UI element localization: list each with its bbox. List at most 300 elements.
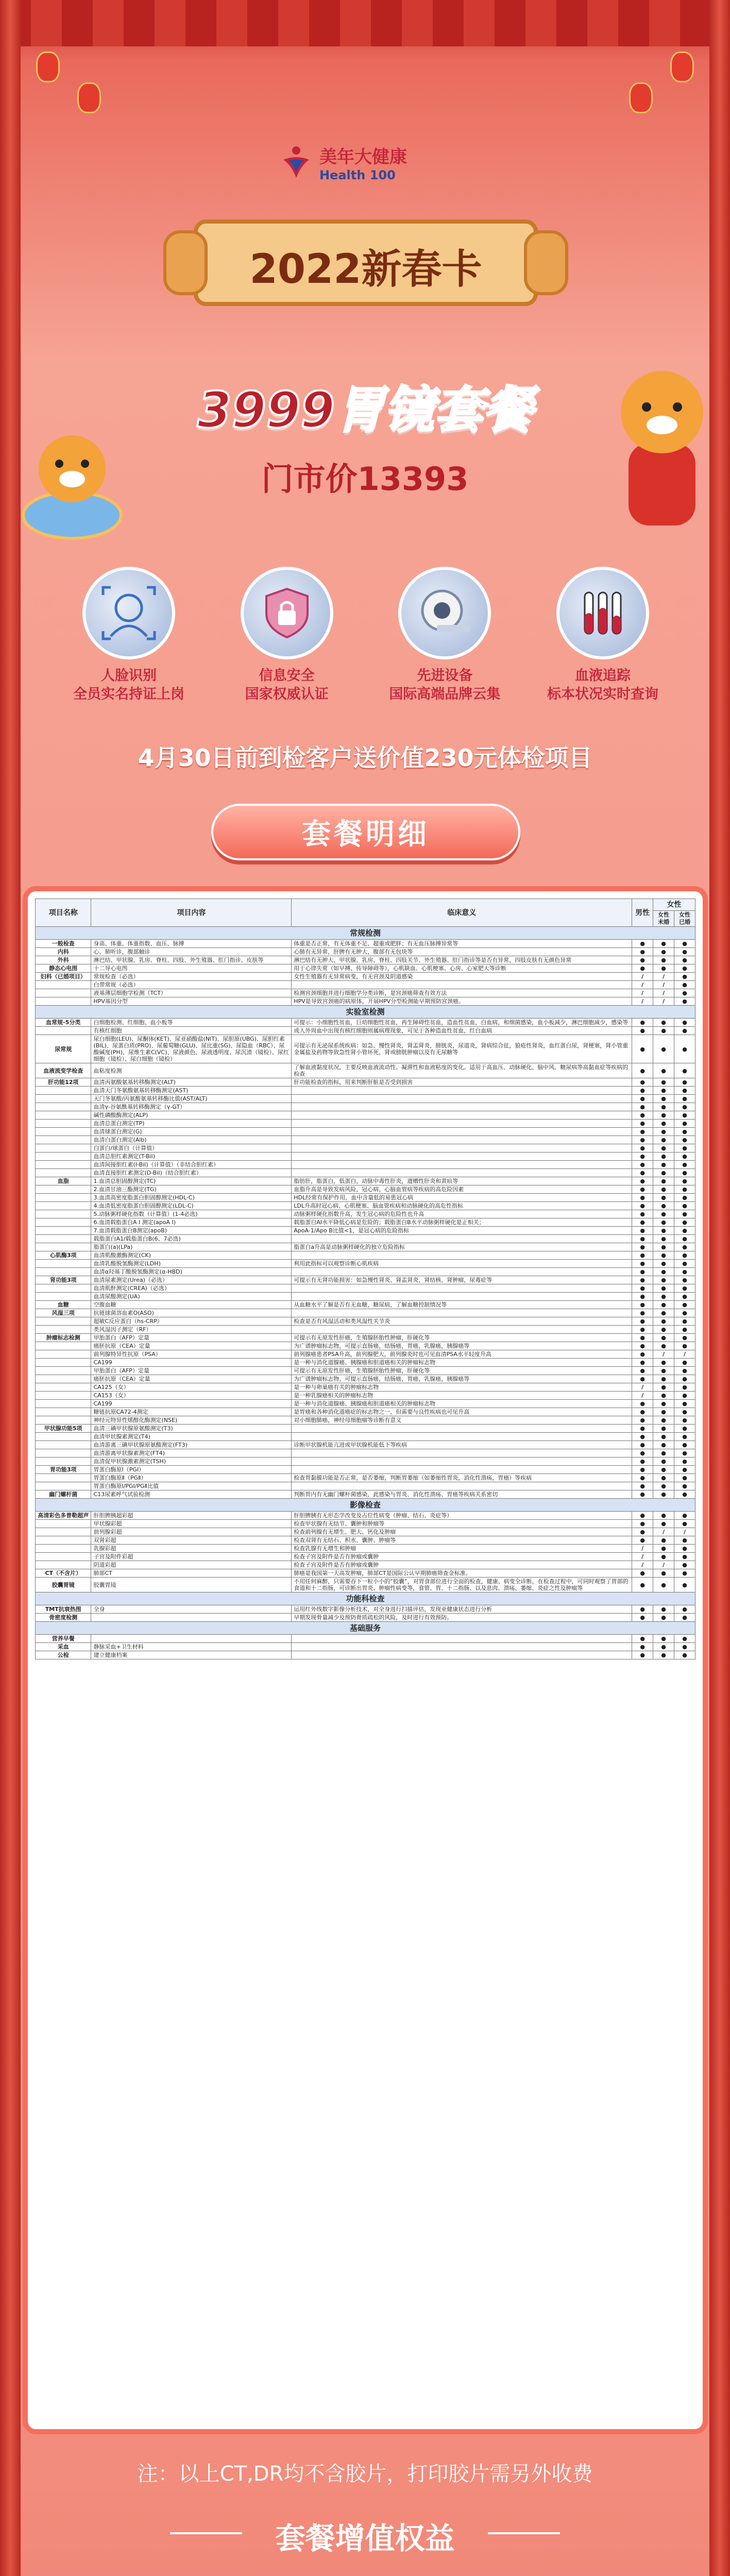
table-cell-item-name [36, 1120, 91, 1128]
package-table-card [23, 886, 708, 2434]
table-cell-mark: ● [653, 1235, 674, 1243]
brand-name-en: Health 100 [319, 167, 396, 182]
table-cell-clinical-meaning: 肺癌是我国第一大高发肿瘤，肺部CT是国际公认早期肺癌筛查金标准。 [292, 1569, 632, 1578]
lantern-decoration [36, 52, 60, 82]
table-row [36, 1553, 695, 1561]
table-cell-mark: ● [632, 1301, 653, 1309]
table-cell-item-content: 十二导心电图 [91, 964, 292, 973]
table-row [36, 1019, 695, 1027]
table-cell-clinical-meaning: 成人外周血中出现有核红细胞则属病理现象，可见于各种造血性贫血，红白血病 [292, 1027, 632, 1035]
table-cell-clinical-meaning: 检测宫颈细胞并进行细胞学分类诊断，是宫颈癌筛查有效方法 [292, 989, 632, 997]
table-cell-item-content: 血清促甲状腺激素测定(TSH) [91, 1458, 292, 1466]
table-cell-clinical-meaning [292, 1651, 632, 1659]
table-cell-item-name [36, 989, 91, 997]
table-cell-mark: ● [632, 1614, 653, 1622]
table-cell-clinical-meaning: 了解血液黏度状况，主要反映血液流动性、凝滞性和血液粘度的变化。适用于高血压、动脉硬化、脑中风、糖尿病等高黏血症等疾病的检查 [292, 1063, 632, 1078]
table-cell-item-content: 血清总胆红素测定(T-Bil) [91, 1153, 292, 1161]
table-cell-item-name [36, 1359, 91, 1367]
table-cell-mark: ● [674, 1553, 695, 1561]
table-cell-item-name: 血脂 [36, 1177, 91, 1185]
feature-title: 先进设备 [417, 668, 473, 684]
table-cell-mark: ● [653, 1520, 674, 1528]
table-cell-mark: ● [632, 956, 653, 964]
table-row [36, 940, 695, 948]
table-cell-mark: ● [653, 1128, 674, 1136]
table-cell-item-content: 5.动脉粥样硬化指数（计算值）(1-4必选) [91, 1210, 292, 1218]
table-cell-item-content: 前列腺特异性抗原（PSA） [91, 1350, 292, 1359]
table-cell-item-name [36, 1218, 91, 1227]
table-cell-clinical-meaning: 可提示有无原发性肝癌，生殖腺胚胎性肿瘤，肝硬化等 [292, 1334, 632, 1342]
table-category-label: 基础服务 [36, 1622, 695, 1635]
table-cell-mark: ● [674, 1441, 695, 1449]
table-cell-item-content: 7.血清载脂蛋白B测定(apoB) [91, 1227, 292, 1235]
table-cell-clinical-meaning: 判断胃内有无幽门螺杆菌感染，此感染与胃炎、消化性溃疡、胃癌等疾病关系密切 [292, 1490, 632, 1499]
table-cell-item-content: 血清间接胆红素(I-Bil)（计算值）（非结合胆红素） [91, 1161, 292, 1169]
table-cell-mark: / [632, 981, 653, 989]
table-row [36, 1293, 695, 1301]
table-cell-mark: ● [674, 1111, 695, 1120]
table-cell-item-name: 肾功能3项 [36, 1276, 91, 1284]
table-cell-item-content: 白蛋白/球蛋白（计算值） [91, 1144, 292, 1153]
table-cell-mark: / [632, 1392, 653, 1400]
table-row [36, 1284, 695, 1293]
table-cell-mark: ● [632, 1161, 653, 1169]
table-cell-item-content: 前列腺彩超 [91, 1528, 292, 1536]
table-cell-item-name [36, 1561, 91, 1569]
table-cell-clinical-meaning: 是一种乳腺癌相关的肿瘤标志物 [292, 1392, 632, 1400]
table-cell-mark: / [674, 1528, 695, 1536]
table-cell-mark: ● [674, 1317, 695, 1326]
table-row [36, 1276, 695, 1284]
table-cell-mark: ● [674, 1416, 695, 1425]
table-cell-mark: ● [632, 964, 653, 973]
table-cell-mark: ● [674, 1512, 695, 1520]
table-cell-mark: ● [674, 1120, 695, 1128]
table-category-label: 影像检查 [36, 1499, 695, 1512]
table-cell-mark: ● [632, 1284, 653, 1293]
table-cell-item-content: 血清尿酸测定(UA) [91, 1293, 292, 1301]
table-cell-item-name [36, 1144, 91, 1153]
table-cell-item-content: 胃蛋白酶原Ⅱ（PGⅡ） [91, 1474, 292, 1482]
table-cell-item-name: 胶囊胃镜 [36, 1578, 91, 1592]
table-cell-item-name: 公检 [36, 1651, 91, 1659]
table-cell-mark: ● [653, 964, 674, 973]
table-cell-mark: ● [632, 1643, 653, 1651]
table-cell-clinical-meaning: HPV是导致宫颈癌的病原体，开展HPV分型检测能早期预防宫颈癌。 [292, 997, 632, 1006]
table-cell-clinical-meaning: 载脂蛋白AⅠ水平降低心病是危险的；载脂蛋白B水平动脉粥样硬化是正相关； [292, 1218, 632, 1227]
table-cell-mark: ● [674, 1078, 695, 1087]
feature-list [62, 567, 670, 721]
lantern-decoration [670, 52, 694, 82]
table-cell-mark: ● [674, 1087, 695, 1095]
table-cell-mark: ● [632, 1520, 653, 1528]
table-cell-clinical-meaning: 检查子宫及附件是否有肿瘤或囊肿 [292, 1553, 632, 1561]
table-cell-clinical-meaning [292, 1433, 632, 1441]
table-cell-mark: ● [674, 1482, 695, 1490]
table-cell-mark: ● [632, 1095, 653, 1103]
table-cell-mark: ● [632, 1177, 653, 1185]
table-cell-mark: ● [653, 1536, 674, 1545]
table-cell-item-content: 血清肌酸激酶测定(CK) [91, 1251, 292, 1260]
table-cell-mark: ● [632, 1251, 653, 1260]
table-cell-item-content: 建立健康档案 [91, 1651, 292, 1659]
table-cell-item-name: 外科 [36, 956, 91, 964]
banner-scroll [155, 206, 577, 319]
table-cell-mark: ● [632, 1536, 653, 1545]
table-row [36, 1651, 695, 1659]
table-cell-item-content: 子宫及附件彩超 [91, 1553, 292, 1561]
table-cell-mark: ● [632, 1063, 653, 1078]
table-header: 项目名称 [36, 899, 91, 927]
table-row [36, 1120, 695, 1128]
table-cell-clinical-meaning [292, 1153, 632, 1161]
table-cell-item-name [36, 1128, 91, 1136]
table-cell-mark: ● [674, 1251, 695, 1260]
table-cell-mark: ● [653, 1643, 674, 1651]
table-cell-mark: ● [674, 940, 695, 948]
table-cell-clinical-meaning [292, 1643, 632, 1651]
table-cell-mark: ● [632, 1359, 653, 1367]
table-cell-mark: ● [653, 1284, 674, 1293]
table-cell-clinical-meaning [292, 1120, 632, 1128]
table-cell-item-name [36, 1268, 91, 1276]
table-cell-item-name: 血糖 [36, 1301, 91, 1309]
table-cell-mark: ● [632, 1027, 653, 1035]
table-cell-clinical-meaning: 检查甲状腺有无结节、囊肿和肿瘤等 [292, 1520, 632, 1528]
table-cell-item-name [36, 1375, 91, 1383]
table-cell-mark: ● [632, 1103, 653, 1111]
table-cell-mark: ● [674, 1128, 695, 1136]
table-cell-clinical-meaning: 从血糖水平了解是否有无血糖，糖尿病，了解血糖控制情况等 [292, 1301, 632, 1309]
table-cell-mark: ● [653, 1512, 674, 1520]
table-cell-item-content: 胃蛋白酶原Ⅰ（PGⅠ） [91, 1466, 292, 1474]
table-cell-item-name: 风湿三项 [36, 1309, 91, 1317]
table-cell-mark: ● [632, 1425, 653, 1433]
table-row [36, 1614, 695, 1622]
table-cell-item-content: 6.血清载脂蛋白A I 测定(apoA I) [91, 1218, 292, 1227]
top-curtain [0, 0, 730, 46]
table-cell-clinical-meaning: 可提示有无肾功能损害：如急慢性肾炎、肾盂肾炎、肾结核、肾肿瘤，尿毒症等 [292, 1276, 632, 1284]
table-cell-clinical-meaning: 是胃癌和各种消化道癌症的标志物之一，但需要与良性疾病也可见升高 [292, 1408, 632, 1416]
table-row [36, 1342, 695, 1350]
table-cell-mark: ● [653, 1194, 674, 1202]
table-cell-mark: / [632, 1561, 653, 1569]
table-cell-mark: ● [653, 1153, 674, 1161]
feature-item [378, 567, 512, 721]
table-cell-item-content: 血清γ-谷氨酰基转移酶测定（γ-GT） [91, 1103, 292, 1111]
table-cell-item-name [36, 1194, 91, 1202]
table-cell-item-name [36, 1243, 91, 1251]
table-cell-clinical-meaning: 肝胆脾胰有无形态学改变及占位性病变（肿瘤、结石、炎症等） [292, 1512, 632, 1520]
table-cell-clinical-meaning [292, 1251, 632, 1260]
table-cell-clinical-meaning: 动脉粥样硬化指数升高，发生冠心病的危险性也升高 [292, 1210, 632, 1218]
table-cell-item-name [36, 1185, 91, 1194]
table-row [36, 1260, 695, 1268]
table-cell-mark: ● [674, 1578, 695, 1592]
table-row [36, 1169, 695, 1177]
table-cell-mark: ● [653, 1317, 674, 1326]
lantern-decoration [629, 82, 653, 113]
table-cell-item-name [36, 1350, 91, 1359]
table-cell-mark: ● [674, 1095, 695, 1103]
table-row [36, 1326, 695, 1334]
table-cell-clinical-meaning: 脂肪肝，脂蛋白，低蛋白，动脉中毒性肝炎，遗赠性肝炎和黄疸等 [292, 1177, 632, 1185]
table-cell-mark: ● [653, 1326, 674, 1334]
brand-logo-icon [278, 144, 314, 180]
table-row [36, 1177, 695, 1185]
table-cell-mark: ● [653, 1210, 674, 1218]
table-cell-mark: ● [674, 1177, 695, 1185]
table-cell-clinical-meaning: 可提示有无泌尿系统疾病：如急、慢性肾炎，肾盂肾炎，膀胱炎，尿道炎，肾病综合征，狼疮性肾炎，血红蛋白尿，肾梗塞，肾小管重金属盐及药物等致急性肾小管坏死，肾或膀胱肿瘤以及有无尿糖等 [292, 1035, 632, 1063]
feature-subtitle: 国际高端品牌云集 [389, 686, 501, 702]
table-cell-mark: / [653, 989, 674, 997]
table-cell-mark: ● [653, 1408, 674, 1416]
table-cell-item-content: 血清三碘甲状腺原氨酸测定(T3) [91, 1425, 292, 1433]
table-cell-item-content: 血清总蛋白测定(TP) [91, 1120, 292, 1128]
table-cell-mark: ● [674, 1383, 695, 1392]
feature-item [62, 567, 196, 721]
table-cell-item-content: 血清游离甲状腺素测定(FT4) [91, 1449, 292, 1458]
table-cell-item-name [36, 1520, 91, 1528]
table-cell-clinical-meaning: HDL经常有保护作用，血中含量低的易患冠心病 [292, 1194, 632, 1202]
table-row [36, 1035, 695, 1063]
table-cell-mark: ● [653, 1218, 674, 1227]
table-cell-item-content: 血清游离三碘甲状腺原氨酸测定(FT3) [91, 1441, 292, 1449]
table-row [36, 989, 695, 997]
table-cell-mark: ● [632, 1218, 653, 1227]
table-cell-mark: ● [632, 1227, 653, 1235]
table-header: 女性未婚 [653, 911, 674, 927]
table-cell-item-content: 静脉采血+卫生材料 [91, 1643, 292, 1651]
brand-logo [278, 139, 453, 185]
table-cell-mark: ● [653, 1392, 674, 1400]
table-cell-item-content: 胃蛋白酶原Ⅰ/PGⅠ/PGⅡ比值 [91, 1482, 292, 1490]
table-cell-mark: ● [653, 1301, 674, 1309]
table-cell-mark: ● [674, 956, 695, 964]
table-cell-mark: ● [632, 1136, 653, 1144]
table-cell-mark: ● [653, 1474, 674, 1482]
table-cell-item-content: 血清球蛋白测定(G) [91, 1128, 292, 1136]
table-cell-mark: ● [653, 1309, 674, 1317]
table-row [36, 1433, 695, 1441]
table-header: 临床意义 [292, 899, 632, 927]
table-row [36, 1474, 695, 1482]
table-cell-mark: / [653, 997, 674, 1006]
table-cell-mark: ● [674, 1561, 695, 1569]
table-row [36, 948, 695, 956]
table-category-label: 实验室检测 [36, 1006, 695, 1019]
table-cell-clinical-meaning: 肝功能检查的指标，用来判断肝脏是否受到损害 [292, 1078, 632, 1087]
table-cell-mark: ● [632, 1276, 653, 1284]
table-row [36, 1569, 695, 1578]
table-cell-mark: ● [653, 1095, 674, 1103]
table-row [36, 1635, 695, 1643]
table-cell-item-name [36, 1528, 91, 1536]
table-cell-mark: ● [653, 1111, 674, 1120]
table-cell-item-name [36, 1153, 91, 1161]
table-cell-mark: ● [653, 1243, 674, 1251]
table-cell-item-name [36, 1458, 91, 1466]
table-cell-item-content: 双肾彩超 [91, 1536, 292, 1545]
table-cell-mark: ● [653, 1482, 674, 1490]
retail-price: 门市价13393 [261, 460, 469, 498]
film-note: 注：以上CT,DR均不含胶片，打印胶片需另外收费 [137, 2462, 593, 2486]
table-cell-mark: ● [674, 1408, 695, 1416]
table-cell-item-content: 白带常规（必选） [91, 981, 292, 989]
table-cell-item-content: 糖链抗原CA72-4测定 [91, 1408, 292, 1416]
table-cell-item-content: 尿白细胞(LEU)、尿酮体(KET)、尿亚硝酸盐(NIT)、尿胆原(UBG)、尿胆红素(BIL)、尿蛋白质(PRO)、尿葡萄糖(GLU)、尿比重(SG)、尿隐血（RBC）、尿酸碱度(PH)、尿维生素C(VC)、尿液颜色、尿液透明度、尿沉渣（镜检）、尿红细胞（镜检）、尿白细胞（镜检） [91, 1035, 292, 1063]
table-cell-mark: ● [653, 1553, 674, 1561]
feature-title: 信息安全 [259, 668, 315, 684]
table-cell-mark: ● [632, 1482, 653, 1490]
table-cell-mark: ● [674, 1268, 695, 1276]
table-cell-mark: ● [632, 1578, 653, 1592]
table-header: 女性已婚 [674, 911, 695, 927]
table-cell-item-content: 碱性磷酸酶测定(ALP) [91, 1111, 292, 1120]
table-row [36, 1218, 695, 1227]
table-cell-mark: ● [674, 1433, 695, 1441]
table-cell-item-content: HPV基因分型 [91, 997, 292, 1006]
table-cell-mark: / [653, 973, 674, 981]
table-cell-clinical-meaning: 心肺有无异常，肝脾有无肿大，腹部有无包块等 [292, 948, 632, 956]
table-cell-mark: ● [632, 1605, 653, 1614]
table-row [36, 1268, 695, 1276]
table-cell-item-content: 神经元特异性烯醇化酶测定(NSE) [91, 1416, 292, 1425]
table-row [36, 1063, 695, 1078]
table-cell-item-content: 血清直接胆红素测定(D-Bil)（结合胆红素） [91, 1169, 292, 1177]
table-cell-item-name [36, 1284, 91, 1293]
table-cell-item-name: 尿常规 [36, 1035, 91, 1063]
table-cell-item-name [36, 1161, 91, 1169]
feature-item [220, 567, 354, 721]
table-row [36, 1153, 695, 1161]
table-cell-mark: ● [632, 1569, 653, 1578]
table-row [36, 1408, 695, 1416]
table-cell-item-content: 血清乳酸脱氢酶测定(LDH) [91, 1260, 292, 1268]
table-cell-mark: ● [653, 1144, 674, 1153]
feature-title: 血液追踪 [574, 668, 631, 684]
table-cell-mark: ● [674, 1605, 695, 1614]
brand-name-cn: 美年大健康 [319, 146, 407, 167]
table-cell-clinical-meaning [292, 1095, 632, 1103]
table-cell-mark: ● [632, 1260, 653, 1268]
table-cell-clinical-meaning: 前列腺癌患者PSA升高，前列腺肥大，前列腺炎时也可见血清PSA水平轻度升高 [292, 1350, 632, 1359]
table-cell-mark: ● [653, 1251, 674, 1260]
table-cell-mark: ● [674, 1027, 695, 1035]
table-cell-mark: / [674, 1350, 695, 1359]
table-cell-clinical-meaning: 女性生殖器有无异常病变，有无宫颈及阴道感染 [292, 973, 632, 981]
table-cell-clinical-meaning: 检查是否有风湿活动和类风湿性关节炎 [292, 1317, 632, 1326]
table-cell-mark: ● [632, 1210, 653, 1218]
table-cell-mark: ● [674, 1103, 695, 1111]
table-row [36, 1466, 695, 1474]
table-cell-mark: ● [632, 1317, 653, 1326]
table-cell-mark: ● [632, 1416, 653, 1425]
table-row [36, 1367, 695, 1375]
table-cell-item-name [36, 1342, 91, 1350]
table-cell-item-content: 甲状腺彩超 [91, 1520, 292, 1528]
table-row [36, 981, 695, 989]
table-cell-mark: ● [632, 1243, 653, 1251]
table-cell-mark: ● [632, 1078, 653, 1087]
table-cell-mark: ● [674, 1342, 695, 1350]
table-row [36, 1111, 695, 1120]
table-cell-clinical-meaning [292, 1466, 632, 1474]
table-cell-item-name: 胃功能3项 [36, 1466, 91, 1474]
table-row [36, 1185, 695, 1194]
table-cell-mark: ● [674, 1284, 695, 1293]
lantern-decoration [77, 82, 101, 113]
table-cell-item-content: 空腹血糖 [91, 1301, 292, 1309]
promo-text: 4月30日前到检客户送价值230元体检项目 [138, 744, 592, 772]
table-cell-mark: ● [653, 1202, 674, 1210]
table-row [36, 1561, 695, 1569]
table-cell-clinical-meaning: 不用任何麻醉，只需要吞下一粒小小的“胶囊”，对胃食部位进行全面的检查，健康、病变全诊断，在检查过程中，可同时观察了胃部的食道和十二指肠，可诊断出胃炎、肿瘤性病变等，食管、胃、十二指肠、以及息肉、溃疡、萎缩、炎症之性及肿瘤等 [292, 1578, 632, 1592]
table-cell-item-name: 肿瘤标志检测 [36, 1334, 91, 1342]
table-cell-item-name [36, 997, 91, 1006]
table-cell-clinical-meaning: 是一种与消化道腺癌、胰腺癌和胆道癌相关的肿瘤标志物 [292, 1400, 632, 1408]
table-cell-item-content: 4.血清低密度脂蛋白胆固醇测定(LDL-C) [91, 1202, 292, 1210]
table-cell-clinical-meaning [292, 1458, 632, 1466]
table-cell-mark: ● [653, 1651, 674, 1659]
table-cell-item-content: CA199 [91, 1400, 292, 1408]
table-cell-mark: ● [632, 1268, 653, 1276]
table-cell-clinical-meaning: LDL升高时冠心病、心肌梗塞、脑血管疾病和动脉硬化的高危性指标 [292, 1202, 632, 1210]
table-row [36, 1449, 695, 1458]
table-cell-item-name [36, 1095, 91, 1103]
table-cell-mark: ● [632, 1194, 653, 1202]
table-row [36, 1161, 695, 1169]
table-cell-item-name [36, 1169, 91, 1177]
table-cell-clinical-meaning [292, 1169, 632, 1177]
table-cell-mark: ● [653, 1227, 674, 1235]
table-cell-clinical-meaning: 检查前列腺有无增生、肥大、钙化及肿瘤 [292, 1528, 632, 1536]
table-cell-clinical-meaning: 检查双肾有无结石、积水、囊肿、肿瘤等 [292, 1536, 632, 1545]
table-cell-clinical-meaning [292, 1144, 632, 1153]
table-cell-clinical-meaning: 可提示有无原发性肝癌，生殖腺胚胎性肿瘤，肝硬化等 [292, 1367, 632, 1375]
table-cell-item-name [36, 1027, 91, 1035]
table-cell-mark: ● [653, 1063, 674, 1078]
table-cell-mark: ● [653, 1120, 674, 1128]
table-cell-clinical-meaning: 淋巴结有无肿大，甲状腺、乳房、脊柱、四肢关节、外生殖器、肛门指诊等是否有异常，四肢皮肤有无颜色异常 [292, 956, 632, 964]
table-cell-mark: ● [674, 1326, 695, 1334]
table-cell-item-content: C13尿素呼气试验检测 [91, 1490, 292, 1499]
table-row [36, 1144, 695, 1153]
table-cell-item-content: 脂蛋白(a)(LPa) [91, 1243, 292, 1251]
table-row [36, 1334, 695, 1342]
table-cell-mark: ● [632, 1153, 653, 1161]
table-cell-mark: ● [674, 1449, 695, 1458]
feature-subtitle: 标本状况实时查询 [547, 686, 658, 702]
table-cell-mark: ● [653, 1177, 674, 1185]
table-cell-mark: ● [632, 1512, 653, 1520]
table-row [36, 1210, 695, 1218]
table-cell-clinical-meaning: 是一种与消化道腺癌、胰腺癌和胆道癌相关的肿瘤标志物 [292, 1359, 632, 1367]
table-cell-item-name [36, 1326, 91, 1334]
table-row [36, 1194, 695, 1202]
table-cell-mark: ● [653, 1416, 674, 1425]
table-cell-item-content: 胶囊胃镜 [91, 1578, 292, 1592]
table-cell-mark: ● [632, 1408, 653, 1416]
table-cell-mark: ● [653, 1359, 674, 1367]
table-cell-mark: ● [674, 1035, 695, 1063]
banner-title: 2022新春卡 [249, 246, 482, 293]
table-cell-mark: ● [674, 989, 695, 997]
table-cell-mark: ● [653, 1293, 674, 1301]
table-cell-mark: ● [674, 1301, 695, 1309]
table-cell-item-name [36, 1400, 91, 1408]
table-cell-item-content: 抗链球菌溶血素O(ASO) [91, 1309, 292, 1317]
